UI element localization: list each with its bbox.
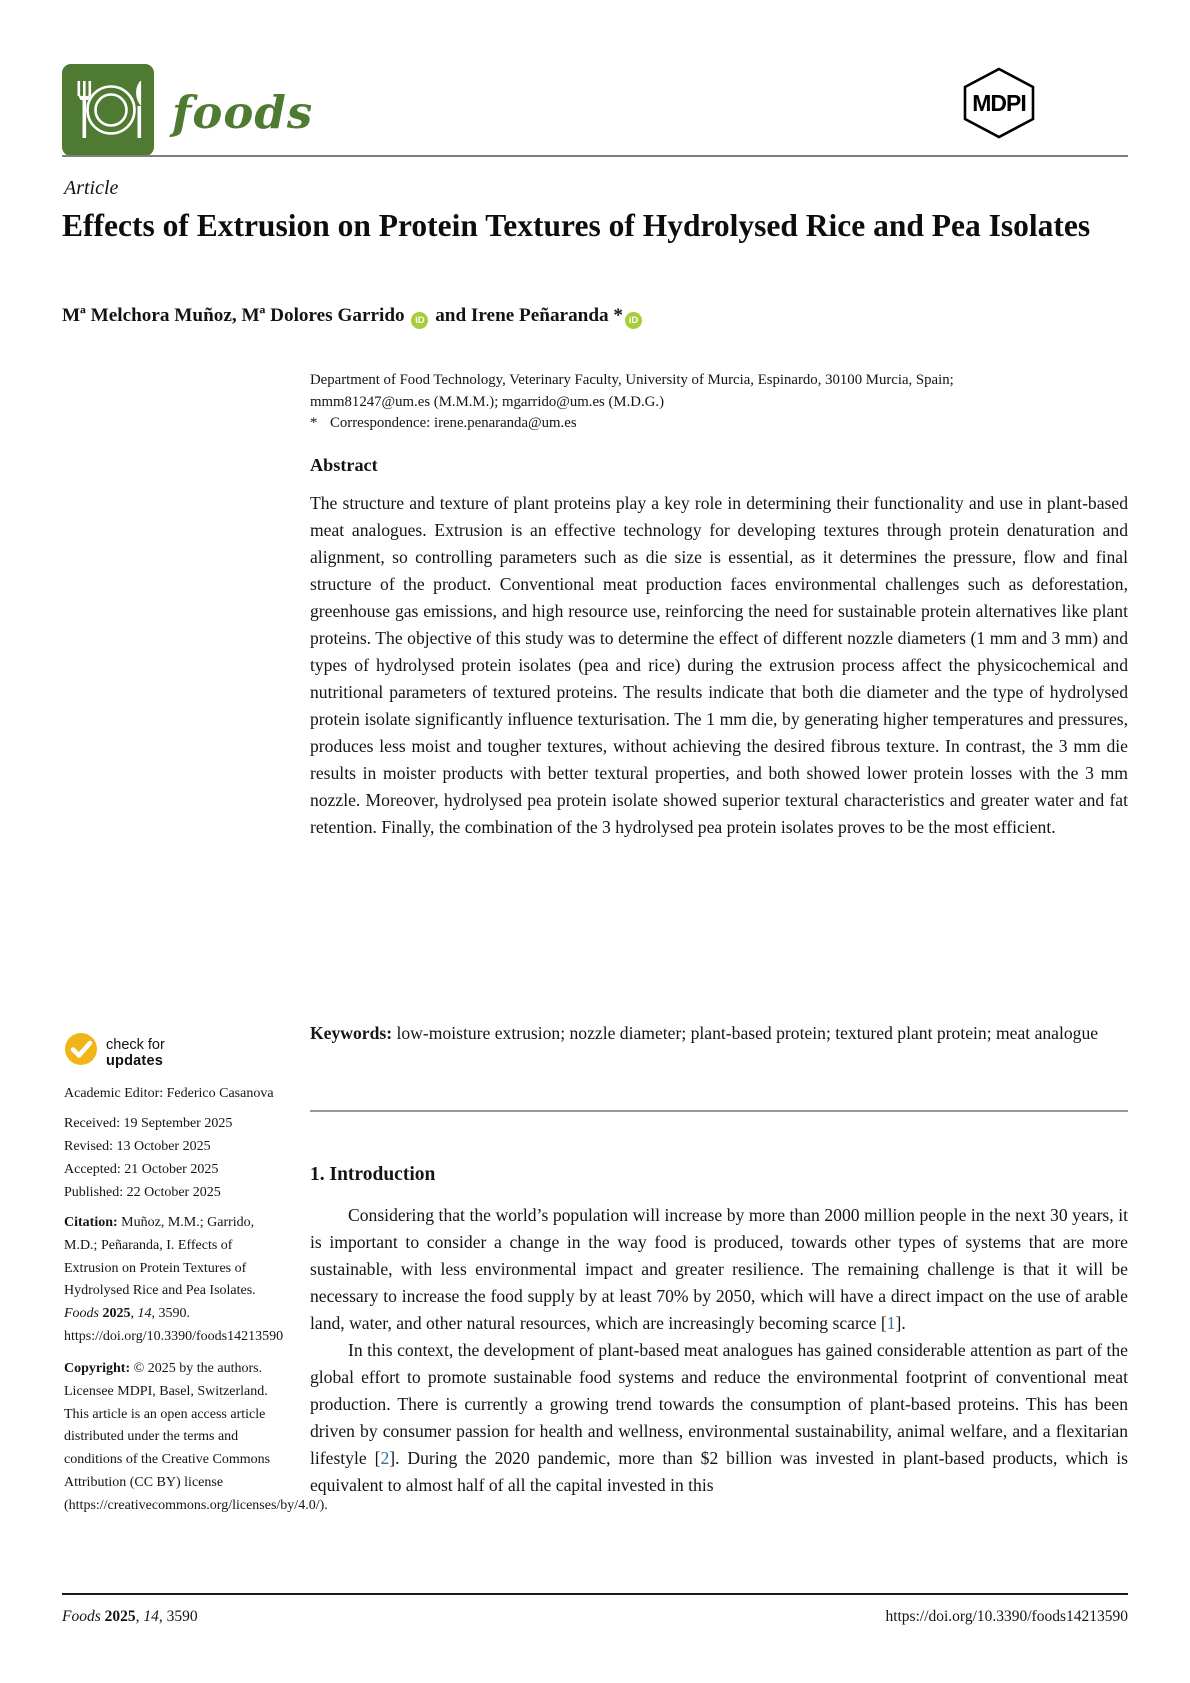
mdpi-logo xyxy=(958,66,1040,140)
footer-rule xyxy=(62,1593,1128,1595)
citation-block xyxy=(64,1212,288,1349)
authors-names-2: and Irene Peñaranda * xyxy=(435,305,623,326)
date-revised: Revised: 13 October 2025 xyxy=(64,1139,211,1154)
authors-line xyxy=(62,305,644,329)
citation-journal: Foods xyxy=(64,1306,99,1322)
orcid-icon[interactable]: iD xyxy=(411,312,428,329)
footer-volume: 14 xyxy=(143,1608,159,1625)
introduction-body xyxy=(310,1202,1128,1499)
citation-sep: , xyxy=(130,1306,138,1322)
footer-year: 2025 xyxy=(104,1608,136,1625)
authors-names-1: Mª Melchora Muñoz, Mª Dolores Garrido xyxy=(62,305,405,326)
reference-link-1[interactable]: 1 xyxy=(886,1313,896,1333)
intro-p1-text: Considering that the world’s population will increase by more than 2000 million people in the next 30 years, it is important to consider a change in the way food is produced, towards other types of systems that are more sustainable, with less environmental impact and greater resilience. The remaining challenge is that it will be necessary to increase the food supply by at least 70% by 2050, which will have a direct impact on the use of arable land, water, and other natural resources, which are increasingly becoming scarce [ xyxy=(310,1205,1128,1333)
paper-title: Effects of Extrusion on Protein Textures of Hydrolysed Rice and Pea Isolates xyxy=(62,208,1091,243)
footer-pages: , 3590 xyxy=(158,1608,198,1625)
keywords-text: low-moisture extrusion; nozzle diameter; plant-based protein; textured plant protein; meat analogue xyxy=(396,1023,1099,1043)
date-received: Received: 19 September 2025 xyxy=(64,1116,233,1131)
header-rule xyxy=(62,155,1128,157)
intro-paragraph-2 xyxy=(310,1337,1128,1499)
academic-editor: Academic Editor: Federico Casanova xyxy=(64,1086,274,1101)
citation-pages: , 3590. xyxy=(151,1306,190,1322)
reference-link-2[interactable]: 2 xyxy=(380,1448,390,1468)
citation-year: 2025 xyxy=(102,1306,131,1322)
copyright-label: Copyright: xyxy=(64,1361,131,1376)
footer-journal-info xyxy=(62,1608,198,1626)
correspondence-text: Correspondence: irene.penaranda@um.es xyxy=(330,415,577,431)
intro-p1-text-end: ]. xyxy=(895,1313,906,1333)
keywords-block xyxy=(310,1020,1128,1047)
crossmark-check-icon xyxy=(64,1032,98,1074)
abstract-heading: Abstract xyxy=(310,455,378,475)
article-type-label: Article xyxy=(64,177,119,199)
badge-line-2: updates xyxy=(106,1053,163,1069)
footer-journal: Foods xyxy=(62,1608,101,1625)
intro-p2-text-end: ]. During the 2020 pandemic, more than $2 billion was invested in plant-based products, which is equivalent to almost half of all the capital invested in this xyxy=(310,1448,1128,1495)
citation-doi-link[interactable]: https://doi.org/10.3390/foods14213590 xyxy=(64,1328,284,1344)
check-for-updates-badge[interactable] xyxy=(64,1032,288,1074)
article-dates xyxy=(64,1112,288,1204)
intro-p2-text: In this context, the development of plant-based meat analogues has gained considerable attention as part of the global effort to promote sustainable food systems and reduce the environmental footprint of conventional meat production. There is currently a growing trend towards the consumption of plant-based proteins. This has been driven by consumer passion for health and wellness, environmental sustainability, animal welfare, and a flexitarian lifestyle [ xyxy=(310,1340,1128,1468)
journal-name: foods xyxy=(172,86,314,139)
affiliation-line-1: Department of Food Technology, Veterinary Faculty, University of Murcia, Espinardo, 30100 Murcia, Spain; xyxy=(310,372,954,388)
citation-volume: 14 xyxy=(137,1306,152,1322)
correspondence-marker: * xyxy=(310,415,318,431)
copyright-text: © 2025 by the authors. Licensee MDPI, Basel, Switzerland. This article is an open access article distributed under the terms and conditions of the Creative Commons Attribution (CC BY) license (https://creativecommons.org/licenses/by/4.0/). xyxy=(64,1361,328,1513)
intro-paragraph-1 xyxy=(310,1202,1128,1337)
citation-text: Muñoz, M.M.; Garrido, M.D.; Peñaranda, I. Effects of Extrusion on Protein Textures of Hydrolysed Rice and Pea Isolates. xyxy=(64,1215,256,1299)
affiliation-block xyxy=(310,370,1128,435)
citation-label: Citation: xyxy=(64,1215,118,1230)
copyright-block xyxy=(64,1358,328,1518)
date-accepted: Accepted: 21 October 2025 xyxy=(64,1162,219,1177)
keywords-label: Keywords: xyxy=(310,1023,393,1043)
affiliation-line-2: mmm81247@um.es (M.M.M.); mgarrido@um.es (M.D.G.) xyxy=(310,393,664,410)
foods-logo-icon xyxy=(62,64,154,156)
footer-doi-link[interactable]: https://doi.org/10.3390/foods14213590 xyxy=(885,1608,1128,1625)
badge-line-1: check for xyxy=(106,1037,165,1053)
introduction-heading: 1. Introduction xyxy=(310,1164,436,1185)
date-published: Published: 22 October 2025 xyxy=(64,1185,221,1200)
mdpi-logo-text: MDPI xyxy=(972,90,1026,116)
footer-sep: , xyxy=(135,1608,144,1625)
abstract-text: The structure and texture of plant proteins play a key role in determining their functionality and use in plant-based meat analogues. Extrusion is an effective technology for developing textures through protein denaturation and alignment, so controlling parameters such as die size is essential, as it determines the pressure, flow and final structure of the product. Conventional meat production faces environmental challenges such as deforestation, greenhouse gas emissions, and high resource use, reinforcing the need for sustainable protein alternatives like plant proteins. The objective of this study was to determine the effect of different nozzle diameters (1 mm and 3 mm) and types of hydrolysed protein isolates (pea and rice) during the extrusion process affect the physicochemical and nutritional parameters of textured proteins. The results indicate that both die diameter and the type of hydrolysed protein isolate significantly influence texturisation. The 1 mm die, by generating higher temperatures and pressures, produces less moist and tougher textures, without achieving the desired fibrous texture. In contrast, the 3 mm die results in moister products with better textural properties, and both showed lower protein losses with the 3 mm nozzle. Moreover, hydrolysed pea protein isolate showed superior textural characteristics and greater water and fat retention. Finally, the combination of the 3 hydrolysed pea protein isolates proves to be the most efficient. xyxy=(310,493,1128,837)
section-divider xyxy=(310,1110,1128,1112)
check-for-updates-label xyxy=(106,1037,165,1069)
orcid-icon[interactable]: iD xyxy=(625,312,642,329)
correspondence-line xyxy=(310,413,1128,435)
